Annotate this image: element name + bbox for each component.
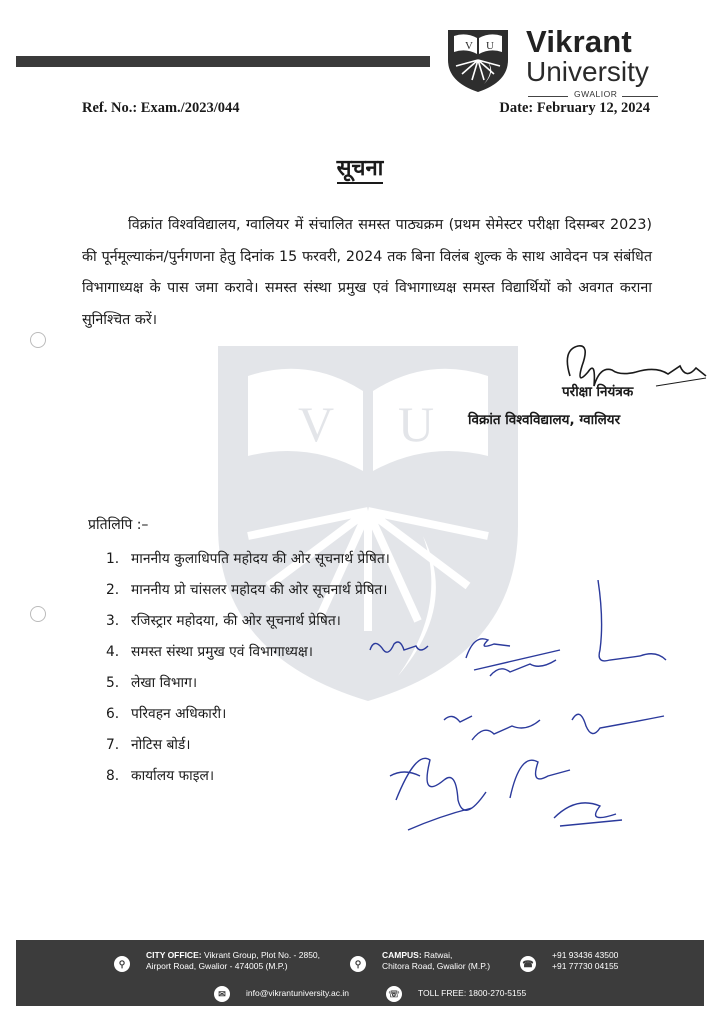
email-icon: ✉ bbox=[214, 986, 230, 1002]
campus-address: CAMPUS: Ratwai, Chitora Road, Gwalior (M.P.) bbox=[382, 950, 491, 971]
list-item: 5. लेखा विभाग। bbox=[106, 675, 198, 691]
copy-to-label: प्रतिलिपि :– bbox=[88, 517, 149, 533]
svg-text:U: U bbox=[486, 40, 494, 52]
list-item: 8. कार्यालय फाइल। bbox=[106, 768, 215, 784]
toll-free-number: TOLL FREE: 1800-270-5155 bbox=[418, 988, 527, 998]
list-item: 6. परिवहन अधिकारी। bbox=[106, 706, 227, 722]
notice-heading: सूचना bbox=[0, 152, 720, 182]
svg-text:U: U bbox=[398, 396, 435, 452]
toll-free-phone-icon: ☏ bbox=[386, 986, 402, 1002]
city-office-address: CITY OFFICE: Vikrant Group, Plot No. - 2850, Airport Road, Gwalior - 474005 (M.P.) bbox=[146, 950, 321, 971]
phone-icon: ☎ bbox=[520, 956, 536, 972]
reference-number: Ref. No.: Exam./2023/044 bbox=[82, 100, 240, 116]
svg-text:V: V bbox=[465, 40, 473, 52]
list-item: 2. माननीय प्रो चांसलर महोदय की ओर सूचनार्थ प्रेषित। bbox=[106, 582, 388, 598]
brand-rule-left bbox=[528, 96, 568, 97]
shield-emblem-icon bbox=[444, 26, 512, 94]
signatory-organization: विक्रांत विश्वविद्यालय, ग्वालियर bbox=[468, 412, 621, 428]
svg-text:V: V bbox=[298, 396, 335, 452]
phone-numbers: +91 93436 43500 +91 77730 04155 bbox=[552, 950, 619, 971]
list-item: 7. नोटिस बोर्ड। bbox=[106, 737, 191, 753]
document-date: Date: February 12, 2024 bbox=[499, 100, 650, 116]
brand-subtitle: University bbox=[526, 56, 649, 87]
brand-name: Vikrant bbox=[526, 24, 632, 59]
signatory-title: परीक्षा नियंत्रक bbox=[562, 384, 634, 400]
copy-to-list bbox=[106, 548, 390, 796]
location-pin-icon: ⚲ bbox=[114, 956, 130, 972]
received-signatures bbox=[360, 580, 700, 840]
punch-hole bbox=[30, 606, 46, 622]
notice-body: विक्रांत विश्वविद्यालय, ग्वालियर में संचालित समस्त पाठ्यक्रम (प्रथम सेमेस्टर परीक्षा दिसम्बर 2023) की पूर्नमूल्याकंन/पुर्नगणना हेतु दिनांक 15 फरवरी, 2024 तक बिना विलंब शुल्क के साथ आवेदन पत्र संबंधित विभागाध्यक्ष के पास जमा करावे। समस्त संस्था प्रमुख एवं विभागाध्यक्ष समस्त विद्यार्थियों को अवगत कराना सुनिश्चित करें। bbox=[82, 217, 652, 328]
header-divider-bar bbox=[16, 56, 430, 67]
brand-rule-right bbox=[622, 96, 658, 97]
list-item: 3. रजिस्ट्रार महोदया, की ओर सूचनार्थ प्रेषित। bbox=[106, 613, 341, 629]
brand-city: GWALIOR bbox=[574, 89, 618, 99]
list-item: 1. माननीय कुलाधिपति महोदय की ओर सूचनार्थ प्रेषित। bbox=[106, 551, 390, 567]
university-logo bbox=[444, 24, 664, 104]
punch-hole bbox=[30, 332, 46, 348]
list-item: 4. समस्त संस्था प्रमुख एवं विभागाध्यक्ष। bbox=[106, 644, 314, 660]
email-address: info@vikrantuniversity.ac.in bbox=[246, 988, 349, 998]
location-pin-icon: ⚲ bbox=[350, 956, 366, 972]
footer-contact-bar bbox=[16, 940, 704, 1006]
